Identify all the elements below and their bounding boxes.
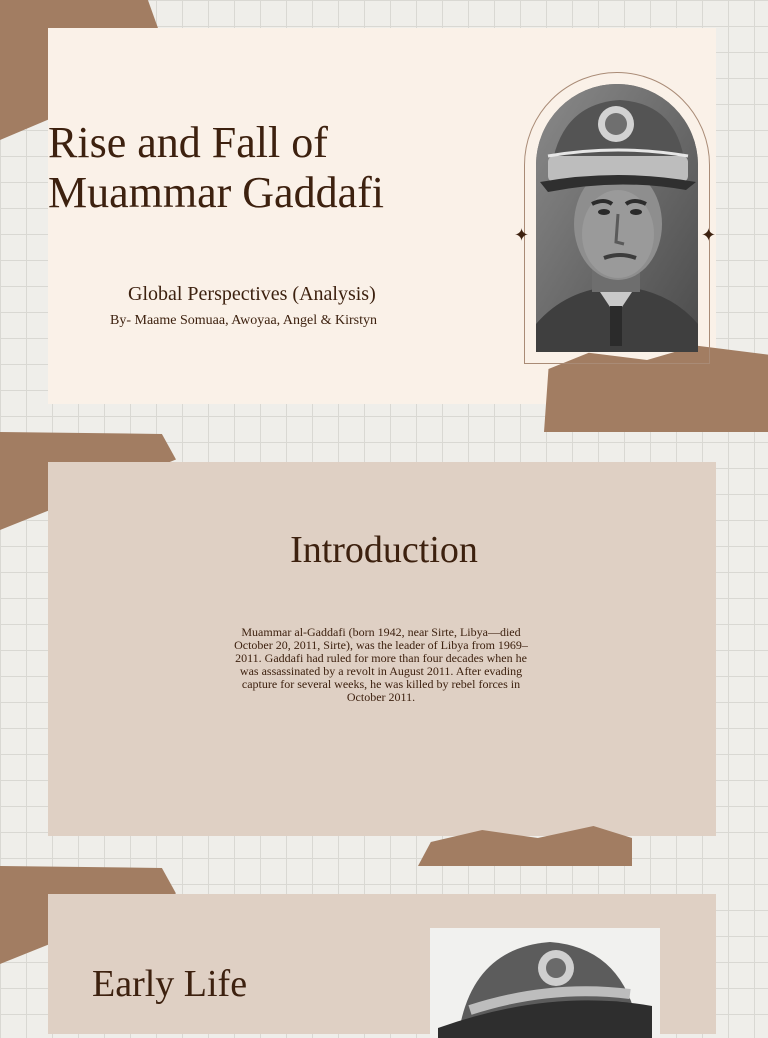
subtitle: Global Perspectives (Analysis) bbox=[128, 283, 376, 305]
early-life-heading: Early Life bbox=[92, 963, 248, 1005]
authors-line: By- Maame Somuaa, Awoyaa, Angel & Kirstyn bbox=[110, 313, 378, 328]
page-title bbox=[48, 118, 384, 218]
title-line-1: Rise and Fall of bbox=[48, 118, 328, 167]
early-life-cap-illustration bbox=[430, 928, 660, 1038]
portrait-illustration bbox=[536, 84, 698, 352]
title-line-2: Muammar Gaddafi bbox=[48, 168, 384, 217]
introduction-body: Muammar al-Gaddafi (born 1942, near Sirte, Libya—died October 20, 2011, Sirte), was the leader of Libya from 1969–2011. Gaddafi had ruled for more than four decades when he was assassinated by a revolt in August 2011. After evading capture for several weeks, he was killed by rebel forces in October 2011. bbox=[234, 625, 528, 704]
sparkle-star-icon-right: ✦ bbox=[701, 225, 717, 245]
introduction-heading: Introduction bbox=[290, 529, 478, 571]
sparkle-star-icon-left: ✦ bbox=[514, 225, 530, 245]
portrait-photo bbox=[536, 84, 698, 352]
early-life-photo bbox=[430, 928, 660, 1038]
